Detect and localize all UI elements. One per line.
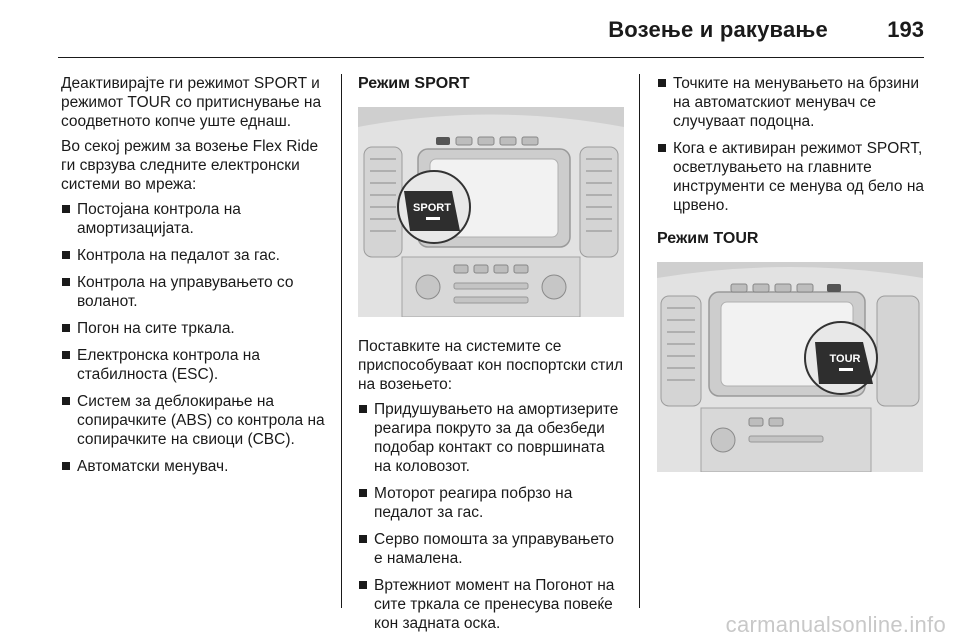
list-item: Погон на сите тркала. bbox=[61, 319, 331, 338]
header-rule bbox=[58, 57, 924, 58]
list-item: Придушувањето на амортизерите реагира покруто за да обезбеди подобар контакт со површината на коловозот. bbox=[358, 400, 626, 476]
list-item: Кога е активиран режимот SPORT, осветлувањето на главните инструменти се менува од бело на црвено. bbox=[657, 139, 927, 215]
bullet-icon bbox=[658, 144, 666, 152]
paragraph-sport-settings: Поставките на системите се приспособуваат кон поспортски стил на возењето: bbox=[358, 338, 624, 393]
bullet-icon bbox=[359, 535, 367, 543]
list-item: Вртежниот момент на Погонот на сите тркала се пренесува повеќе кон задната оска. bbox=[358, 576, 626, 633]
list-item: Моторот реагира побрзо на педалот за гас. bbox=[358, 484, 626, 522]
bullet-list-sport-cont bbox=[657, 74, 927, 215]
page-number: 193 bbox=[887, 17, 924, 42]
bullet-icon bbox=[62, 397, 70, 405]
column-divider-1 bbox=[341, 74, 342, 608]
column-3 bbox=[657, 74, 927, 472]
bullet-icon bbox=[62, 205, 70, 213]
list-item: Постојана контрола на амортизацијата. bbox=[61, 200, 331, 238]
bullet-list-sport bbox=[358, 400, 626, 633]
list-item: Точките на менувањето на брзини на автоматскиот менувач се случуваат подоцна. bbox=[657, 74, 927, 131]
paragraph-deactivate: Деактивирајте ги режимот SPORT и режимот TOUR со притиснување на соодветното копче уште еднаш. bbox=[61, 75, 322, 130]
dashboard-tour-image bbox=[657, 262, 923, 472]
list-item: Контрола на педалот за гас. bbox=[61, 246, 331, 265]
bullet-icon bbox=[359, 405, 367, 413]
page-header bbox=[0, 0, 960, 56]
bullet-icon bbox=[658, 79, 666, 87]
list-item: Автоматски менувач. bbox=[61, 457, 331, 476]
column-1 bbox=[61, 74, 331, 484]
watermark: carmanualsonline.info bbox=[725, 612, 946, 637]
heading-tour-mode: Режим TOUR bbox=[657, 230, 759, 247]
column-divider-2 bbox=[639, 74, 640, 608]
bullet-icon bbox=[62, 251, 70, 259]
bullet-icon bbox=[359, 489, 367, 497]
section-title: Возење и ракување bbox=[608, 17, 828, 42]
dashboard-sport-image bbox=[358, 107, 624, 317]
list-item: Контрола на управувањето со воланот. bbox=[61, 273, 331, 311]
list-item: Серво помошта за управувањето е намалена. bbox=[358, 530, 626, 568]
bullet-icon bbox=[62, 462, 70, 470]
tour-button-illustration bbox=[657, 262, 923, 472]
bullet-icon bbox=[62, 351, 70, 359]
bullet-list-systems bbox=[61, 200, 331, 476]
bullet-icon bbox=[62, 324, 70, 332]
tour-button-label: TOUR bbox=[829, 353, 861, 365]
sport-button-illustration bbox=[358, 107, 624, 317]
sport-button-label: SPORT bbox=[413, 202, 451, 214]
list-item: Систем за деблокирање на сопирачките (ABS) со контрола на сопирачките на свиоци (CBC). bbox=[61, 392, 331, 449]
column-2 bbox=[358, 74, 626, 641]
heading-sport-mode: Режим SPORT bbox=[358, 75, 470, 92]
bullet-icon bbox=[62, 278, 70, 286]
paragraph-flexride: Во секој режим за возење Flex Ride ги сврзува следните електронски системи во мрежа: bbox=[61, 138, 319, 193]
list-item: Електронска контрола на стабилноста (ESC). bbox=[61, 346, 331, 384]
bullet-icon bbox=[359, 581, 367, 589]
